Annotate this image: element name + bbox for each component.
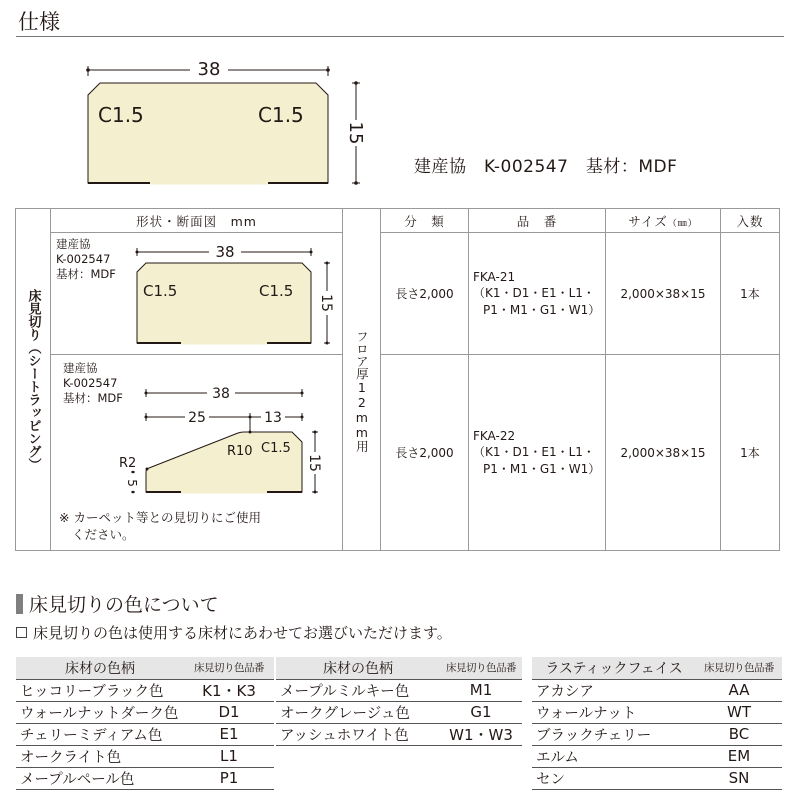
diagram-cell-1 <box>51 233 343 355</box>
color-table-3-header-code: 床見切り色品番 <box>696 657 782 679</box>
cross-section-drawing-2 <box>111 375 341 500</box>
product-category-cell <box>16 209 51 551</box>
d2-c15: C1.5 <box>261 441 291 456</box>
row1-category: 長さ2,000 <box>381 233 469 355</box>
table-row: セン SN <box>532 767 782 789</box>
color-table-1-header-name: 床材の色柄 <box>16 657 184 679</box>
table-row: ヒッコリーブラック色 K1・K3 <box>16 679 274 701</box>
spec-info: 建産協 K-002547 基材：MDF <box>414 157 678 177</box>
table-row: ブラックチェリー BC <box>532 723 782 745</box>
header-category: 分 類 <box>381 209 469 233</box>
diagram2-spec: 建産協 K-002547 基材：MDF <box>63 361 123 405</box>
table-row: メープルミルキー色 M1 <box>276 679 522 701</box>
checkbox-icon <box>16 627 27 638</box>
header-shape: 形状・断面図 mm <box>51 209 343 233</box>
row1-product: FKA-21 （K1・D1・E1・L1・ P1・M1・G1・W1） <box>469 233 606 355</box>
color-table-3 <box>532 657 782 790</box>
header-product: 品 番 <box>469 209 606 233</box>
row2-product: FKA-22 （K1・D1・E1・L1・ P1・M1・G1・W1） <box>469 355 606 551</box>
row2-size: 2,000×38×15 <box>606 355 721 551</box>
table-row: エルム EM <box>532 745 782 767</box>
color-table-3-header-name: ラスティックフェイス <box>532 657 696 679</box>
d1-c-right: C1.5 <box>259 282 294 300</box>
row2-category: 長さ2,000 <box>381 355 469 551</box>
table-row: アカシア AA <box>532 679 782 701</box>
header-qty: 入数 <box>721 209 780 233</box>
table-row: ウォールナット WT <box>532 701 782 723</box>
d2-sub1: 25 <box>188 410 206 426</box>
d2-width: 38 <box>212 386 230 402</box>
diagram2-note: ※ カーペット等との見切りにご使用 ください。 <box>59 510 261 542</box>
d2-left-h: 5 <box>125 479 139 487</box>
cross-section-drawing-1 <box>129 239 339 351</box>
header-size: サイズ（㎜） <box>606 209 721 233</box>
chamfer-right-label: C1.5 <box>258 103 304 127</box>
table-row: ウォールナットダーク色 D1 <box>16 701 274 723</box>
diagram1-spec: 建産協 K-002547 基材：MDF <box>56 237 116 281</box>
d2-sub2: 13 <box>264 410 282 426</box>
d2-height: 15 <box>306 454 322 472</box>
table-row: アッシュホワイト色 W1・W3 <box>276 723 522 745</box>
table-row: オークライト色 L1 <box>16 745 274 767</box>
diagram-cell-2 <box>51 355 343 551</box>
table-row: チェリーミディアム色 E1 <box>16 723 274 745</box>
cross-section-drawing-large <box>70 50 380 190</box>
dim-width-label: 38 <box>197 59 221 80</box>
page-title: 仕様 <box>18 10 60 34</box>
section-bar <box>16 594 23 614</box>
color-table-1 <box>16 657 274 790</box>
product-category-label: 床見切り（シートラッピング） <box>25 288 41 471</box>
color-table-2-header-name: 床材の色柄 <box>276 657 440 679</box>
row2-qty: 1本 <box>721 355 780 551</box>
d1-width: 38 <box>215 243 235 261</box>
d1-c-left: C1.5 <box>143 282 178 300</box>
spec-table <box>15 208 780 551</box>
table-row: メープルペール色 P1 <box>16 767 274 789</box>
colors-section-note: 床見切りの色は使用する床材にあわせてお選びいただけます。 <box>16 622 452 643</box>
floor-thickness-cell <box>343 233 381 551</box>
color-table-2-header-code: 床見切り色品番 <box>440 657 522 679</box>
header-blank <box>343 209 381 233</box>
d1-height: 15 <box>318 294 334 312</box>
floor-thickness-label: フロア厚12mm用 <box>354 330 370 453</box>
colors-section-heading: 床見切りの色について <box>16 590 219 617</box>
title-divider <box>16 36 784 37</box>
dim-height-label: 15 <box>345 121 366 145</box>
color-table-2 <box>276 657 522 746</box>
row1-size: 2,000×38×15 <box>606 233 721 355</box>
row1-qty: 1本 <box>721 233 780 355</box>
color-table-1-header-code: 床見切り色品番 <box>184 657 274 679</box>
d2-r2: R2 <box>119 456 137 471</box>
d2-r10: R10 <box>227 444 253 459</box>
table-row: オークグレージュ色 G1 <box>276 701 522 723</box>
chamfer-left-label: C1.5 <box>98 103 144 127</box>
